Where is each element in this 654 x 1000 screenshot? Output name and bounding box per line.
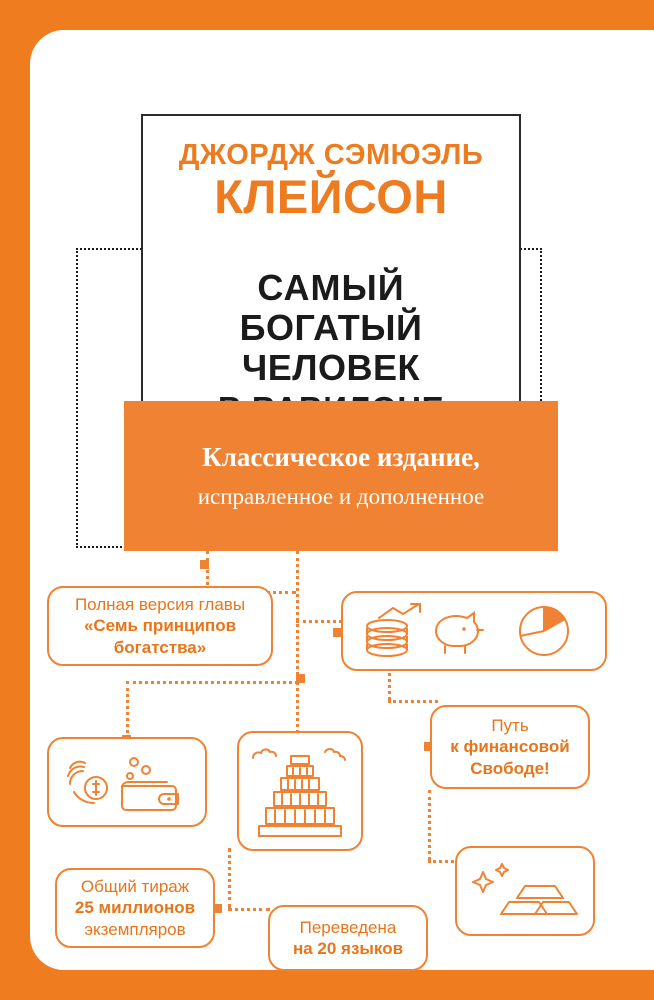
badge-line: Свободе! xyxy=(470,758,550,778)
connector-line xyxy=(228,908,270,911)
coins-piggybank-piechart-icon xyxy=(359,602,589,660)
author-line-1: ДЖОРДЖ СЭМЮЭЛЬ xyxy=(178,139,484,171)
icon-box-gold-bars xyxy=(455,846,595,936)
icon-box-babylon-tower xyxy=(237,731,363,851)
connector-line xyxy=(388,700,438,703)
babylon-tower-icon xyxy=(247,740,353,842)
connector-line xyxy=(228,848,231,908)
icon-box-hand-coin-wallet xyxy=(47,737,207,827)
gold-bars-icon xyxy=(469,858,581,924)
connector-line xyxy=(206,551,209,591)
badge-line: Путь xyxy=(491,716,529,736)
connector-line xyxy=(428,790,431,860)
badge-path-to-freedom xyxy=(430,705,590,789)
badge-line: экземпляров xyxy=(84,919,186,939)
author-line-2: КЛЕЙСОН xyxy=(214,170,448,224)
connector-line xyxy=(126,681,129,739)
subtitle-band xyxy=(124,401,558,551)
badge-line: Переведена xyxy=(299,917,397,937)
badge-total-circulation xyxy=(55,868,215,948)
connector-line xyxy=(296,620,342,623)
badge-line: Полная версия главы xyxy=(74,595,246,615)
badge-line: «Семь принципов xyxy=(83,616,237,636)
connector-node xyxy=(200,560,209,569)
hand-coin-wallet-icon xyxy=(60,750,194,814)
badge-line: на 20 языков xyxy=(292,939,404,958)
subtitle-line-1: Классическое издание, xyxy=(202,442,480,472)
title-line-1: САМЫЙ xyxy=(257,266,405,308)
connector-node xyxy=(296,674,305,683)
badge-line: к финансовой xyxy=(450,737,570,757)
title-line-2: БОГАТЫЙ ЧЕЛОВЕК xyxy=(239,307,423,389)
badge-full-chapter xyxy=(47,586,273,666)
badge-line: богатства» xyxy=(113,637,207,657)
badge-line: 25 миллионов xyxy=(74,898,196,918)
icon-box-finance xyxy=(341,591,607,671)
connector-line xyxy=(296,551,299,681)
badge-translated xyxy=(268,905,428,971)
subtitle-line-2: исправленное и дополненное xyxy=(197,484,485,510)
connector-line xyxy=(126,681,298,684)
badge-line: Общий тираж xyxy=(80,877,190,897)
